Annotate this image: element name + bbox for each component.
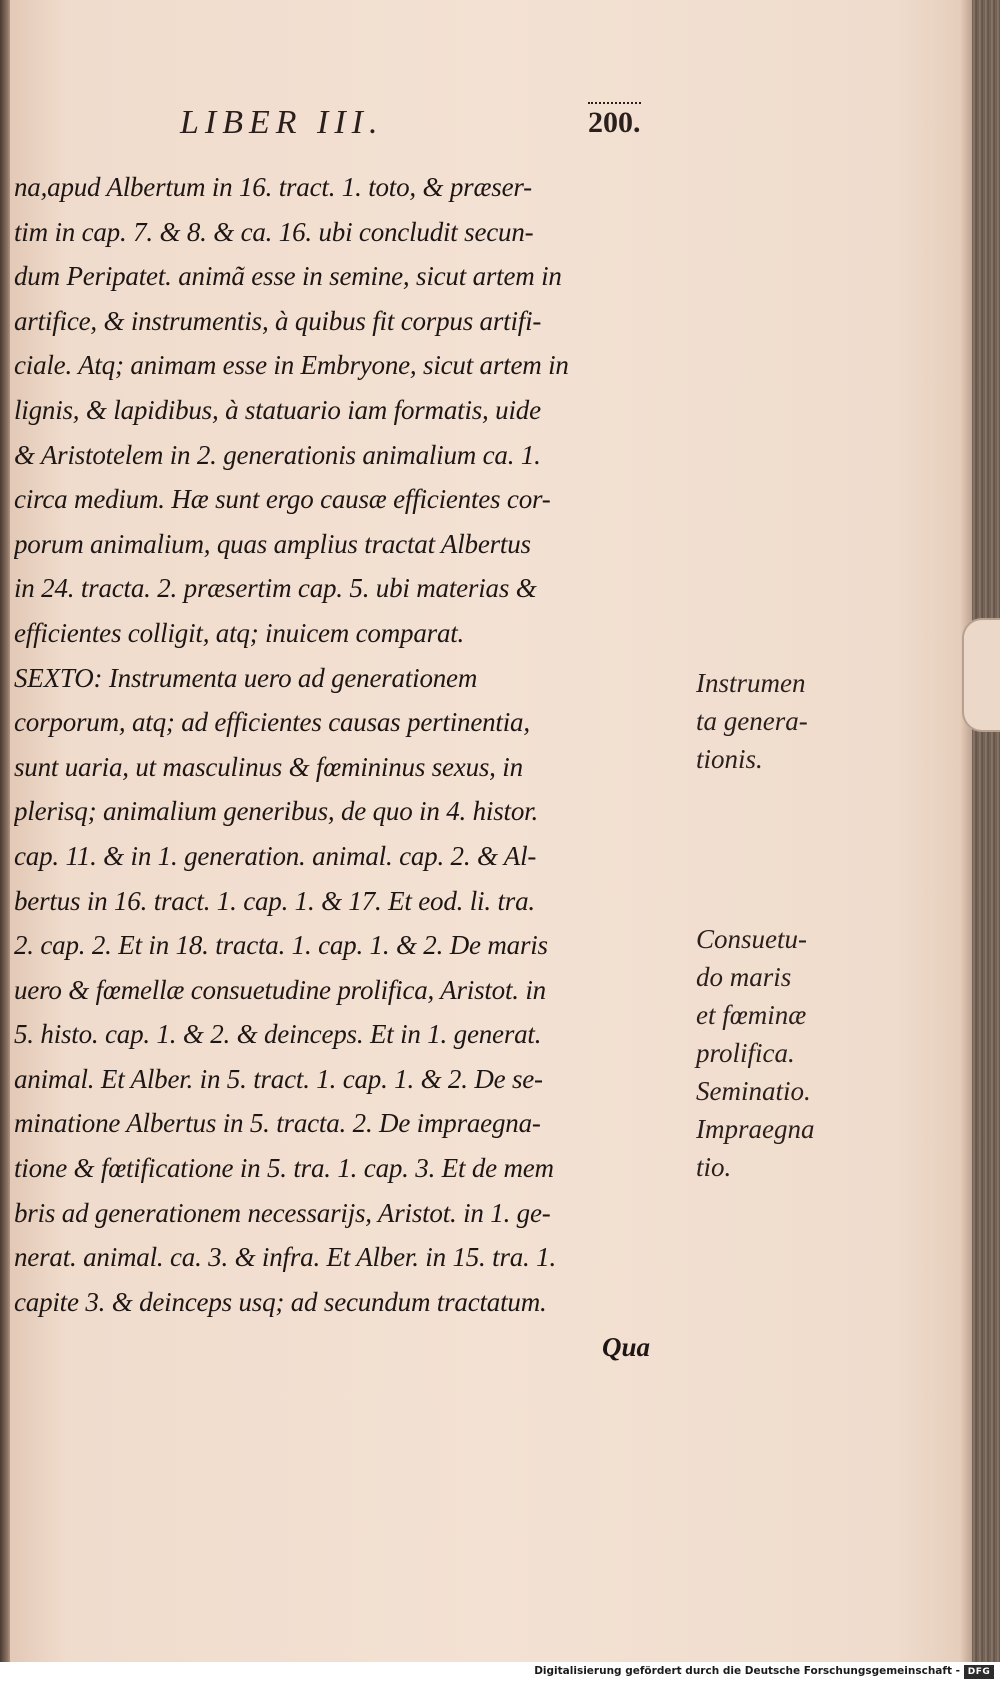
text-line: uero & fœmellæ consuetudine prolifica, Aristot. in xyxy=(14,974,546,1005)
marginal-note-line: Seminatio. xyxy=(696,1076,811,1106)
text-line: & Aristotelem in 2. generationis animalium ca. 1. xyxy=(14,439,541,470)
text-line: nerat. animal. ca. 3. & infra. Et Alber. in 15. tra. 1. xyxy=(14,1242,556,1273)
book-binding-edge xyxy=(972,0,1000,1662)
footer-credit: Digitalisierung gefördert durch die Deutsche Forschungsgemeinschaft - xyxy=(534,1665,960,1677)
text-line: SEXTO: Instrumenta uero ad generationem xyxy=(14,662,478,693)
marginal-note-line: tio. xyxy=(696,1152,732,1182)
marginal-note-line: tionis. xyxy=(696,744,763,774)
running-head: LIBER III. xyxy=(180,104,384,141)
text-line: in 24. tracta. 2. præsertim cap. 5. ubi materias & xyxy=(14,573,537,604)
text-line: porum animalium, quas amplius tractat Albertus xyxy=(14,528,531,559)
marginal-note-line: Consuetu- xyxy=(696,924,807,954)
dfg-logo: DFG xyxy=(964,1665,994,1679)
text-line: plerisq; animalium generibus, de quo in 4. histor. xyxy=(14,796,538,827)
text-line: artifice, & instrumentis, à quibus fit corpus artifi- xyxy=(14,305,542,336)
text-line: 5. histo. cap. 1. & 2. & deinceps. Et in 1. generat. xyxy=(14,1019,542,1050)
footer-bar xyxy=(0,1662,1000,1683)
text-line: ciale. Atq; animam esse in Embryone, sicut artem in xyxy=(14,350,569,381)
marginal-note-line: Impraegna xyxy=(696,1114,815,1144)
text-line: dum Peripatet. animã esse in semine, sicut artem in xyxy=(14,261,562,292)
marginal-note-line: do maris xyxy=(696,962,792,992)
text-line: animal. Et Alber. in 5. tract. 1. cap. 1. & 2. De se- xyxy=(14,1063,543,1094)
text-line: capite 3. & deinceps usq; ad secundum tractatum. xyxy=(14,1286,547,1317)
marginal-note-consuetudo xyxy=(696,920,814,1186)
text-line: efficientes colligit, atq; inuicem comparat. xyxy=(14,617,465,648)
catchword: Qua xyxy=(602,1332,651,1362)
text-line: tim in cap. 7. & 8. & ca. 16. ubi concludit secun- xyxy=(14,216,534,247)
marginal-note-instrumenta xyxy=(696,664,808,778)
body-text xyxy=(14,165,674,1324)
text-line: cap. 11. & in 1. generation. animal. cap. 2. & Al- xyxy=(14,840,537,871)
text-line: bris ad generationem necessarijs, Aristot. in 1. ge- xyxy=(14,1197,551,1228)
page-number: 200. xyxy=(588,106,641,139)
marginal-note-line: prolifica. xyxy=(696,1038,795,1068)
marginal-note-line: Instrumen xyxy=(696,668,806,698)
marginal-note-line: ta genera- xyxy=(696,706,808,736)
text-line: corporum, atq; ad efficientes causas pertinentia, xyxy=(14,707,530,738)
text-line: 2. cap. 2. Et in 18. tracta. 1. cap. 1. & 2. De maris xyxy=(14,930,548,961)
text-line: lignis, & lapidibus, à statuario iam formatis, uide xyxy=(14,394,541,425)
text-line: tione & fœtificatione in 5. tra. 1. cap. 3. Et de mem xyxy=(14,1153,554,1184)
text-line: minatione Albertus in 5. tracta. 2. De impraegna- xyxy=(14,1108,541,1139)
marginal-note-line: et fœminæ xyxy=(696,1000,807,1030)
text-line: na,apud Albertum in 16. tract. 1. toto, & præser- xyxy=(14,172,532,202)
text-line: sunt uaria, ut masculinus & fœmininus sexus, in xyxy=(14,751,523,782)
page-tab xyxy=(962,618,1000,732)
text-line: circa medium. Hæ sunt ergo causæ efficientes cor- xyxy=(14,484,551,515)
text-line: bertus in 16. tract. 1. cap. 1. & 17. Et eod. li. tra. xyxy=(14,885,535,916)
